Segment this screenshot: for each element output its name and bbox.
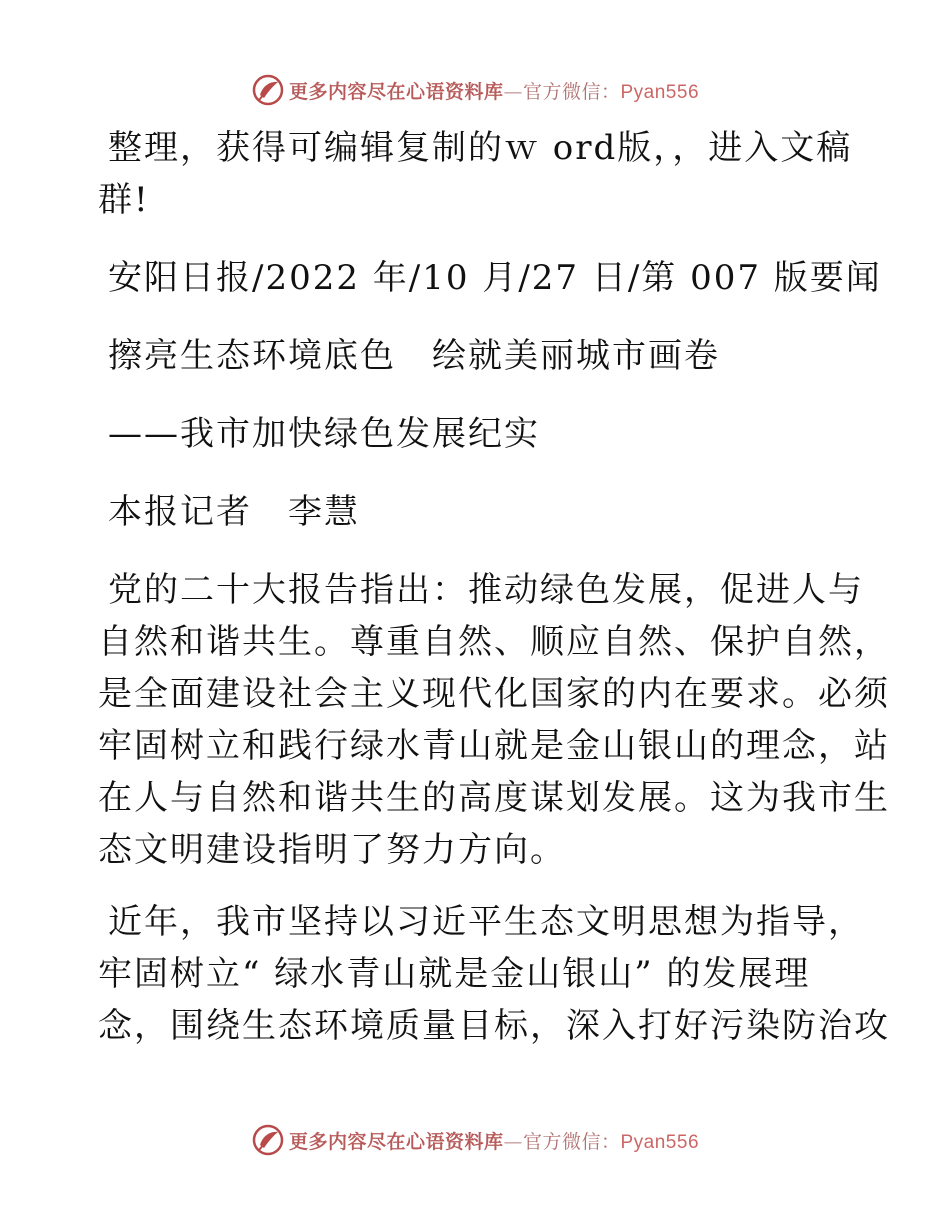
banner-text: [289, 1127, 699, 1154]
banner-dash: —: [503, 1130, 523, 1153]
banner-dash: —: [503, 80, 523, 103]
banner-wechat-account: Pyan556: [620, 1131, 700, 1153]
banner-wechat-account: Pyan556: [620, 81, 700, 103]
intro-line-1: 整理，获得可编辑复制的ｗ ord版，，进入文稿: [108, 128, 853, 168]
paragraph-line: 自然和谐共生。尊重自然、顺应自然、保护自然，: [98, 622, 890, 662]
byline: 本报记者 李慧: [108, 492, 360, 532]
intro-line-2: 群!: [98, 180, 150, 220]
paragraph-line: 党的二十大报告指出：推动绿色发展，促进人与: [108, 570, 864, 610]
banner-site-text: 更多内容尽在心语资料库: [288, 80, 504, 103]
logo-icon: [251, 73, 285, 107]
logo-icon: [251, 1123, 285, 1157]
source-line: 安阳日报/2022 年/10 月/27 日/第 007 版要闻: [108, 258, 882, 298]
paragraph-line: 念，围绕生态环境质量目标，深入打好污染防治攻: [98, 1006, 890, 1046]
headline: 擦亮生态环境底色 绘就美丽城市画卷: [108, 336, 720, 376]
footer-banner: [0, 1120, 950, 1160]
banner-wechat-label: 官方微信：: [522, 1130, 621, 1153]
header-banner: [0, 70, 950, 110]
paragraph-line: 是全面建设社会主义现代化国家的内在要求。必须: [98, 674, 890, 714]
banner-wechat-label: 官方微信：: [522, 80, 621, 103]
document-body: [98, 122, 890, 1052]
paragraph-line: 在人与自然和谐共生的高度谋划发展。这为我市生: [98, 778, 890, 818]
paragraph-line: 牢固树立“ 绿水青山就是金山银山” 的发展理: [98, 954, 811, 994]
paragraph-line: 近年，我市坚持以习近平生态文明思想为指导，: [108, 902, 864, 942]
paragraph-line: 态文明建设指明了努力方向。: [98, 830, 566, 870]
paragraph-line: 牢固树立和践行绿水青山就是金山银山的理念，站: [98, 726, 890, 766]
banner-site-text: 更多内容尽在心语资料库: [288, 1130, 504, 1153]
subheadline: ——我市加快绿色发展纪实: [108, 414, 540, 454]
banner-text: [289, 77, 699, 104]
paragraph-1: [98, 564, 890, 876]
paragraph-2: [98, 896, 890, 1052]
